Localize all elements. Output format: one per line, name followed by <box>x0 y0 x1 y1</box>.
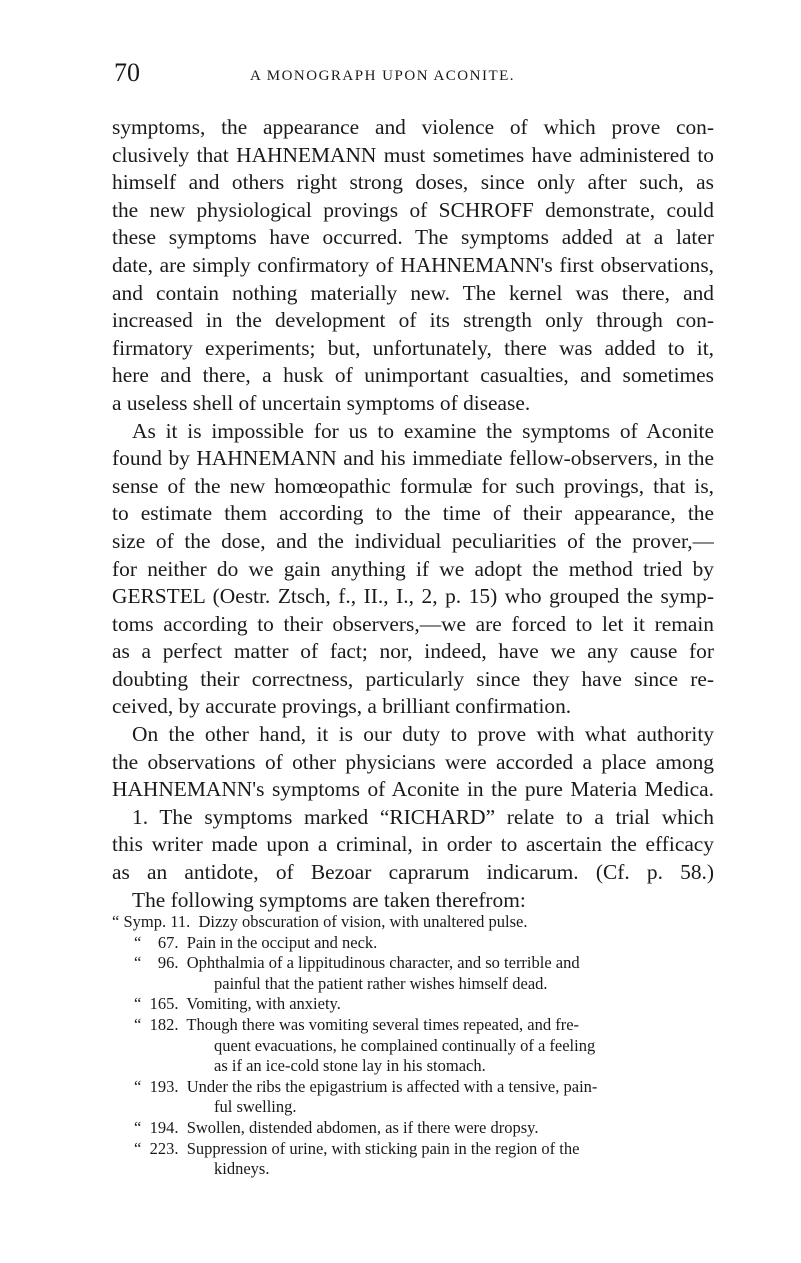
text-line: these symptoms have occurred. The symptoms added at a later <box>112 225 714 250</box>
text-line: as an antidote, of Bezoar caprarum indicarum. (Cf. p. 58.) <box>112 860 714 885</box>
text-line: sense of the new homœopathic formulæ for such provings, that is, <box>112 473 714 498</box>
text-line: this writer made upon a criminal, in order to ascertain the efficacy <box>112 832 714 857</box>
body-text <box>112 114 714 914</box>
text-line: to estimate them according to the time of their appearance, the <box>112 501 714 526</box>
text-line: date, are simply confirmatory of HAHNEMANN's first observations, <box>112 252 714 277</box>
text-line: found by HAHNEMANN and his immediate fellow-observers, in the <box>112 446 714 471</box>
text-line: size of the dose, and the individual peculiarities of the prover,— <box>112 528 714 553</box>
text-line: clusively that HAHNEMANN must sometimes have administered to <box>112 142 714 167</box>
text-line: symptoms, the appearance and violence of which prove con- <box>112 115 714 139</box>
list-item: painful that the patient rather wishes himself dead. <box>214 973 548 993</box>
text-line: for neither do we gain anything if we adopt the method tried by <box>112 556 714 581</box>
text-line: ceived, by accurate provings, a brilliant confirmation. <box>112 694 572 719</box>
text-line: As it is impossible for us to examine the symptoms of Aconite <box>132 418 714 443</box>
list-item: “ 165. Vomiting, with anxiety. <box>134 994 341 1014</box>
text-line: a useless shell of uncertain symptoms of disease. <box>112 390 531 415</box>
text-line: On the other hand, it is our duty to prove with what authority <box>132 722 714 747</box>
page-number: 70 <box>114 58 140 87</box>
text-line: himself and others right strong doses, since only after such, as <box>112 170 714 195</box>
page-header <box>0 58 801 98</box>
text-line: 1. The symptoms marked “RICHARD” relate to a trial which <box>132 804 714 829</box>
text-line: firmatory experiments; but, unfortunately, there was added to it, <box>112 335 714 360</box>
text-line: increased in the development of its strength only through con- <box>112 308 714 333</box>
text-line: and contain nothing materially new. The kernel was there, and <box>112 280 714 305</box>
text-line: toms according to their observers,—we are forced to let it remain <box>112 611 714 636</box>
text-line: the observations of other physicians were accorded a place among <box>112 749 714 774</box>
list-item: “ 96. Ophthalmia of a lippitudinous character, and so terrible and <box>134 953 580 973</box>
list-item: “ 194. Swollen, distended abdomen, as if there were dropsy. <box>134 1117 539 1137</box>
symptom-list <box>112 912 714 1180</box>
list-item: kidneys. <box>214 1159 270 1179</box>
list-item: “ Symp. 11. Dizzy obscuration of vision, with unaltered pulse. <box>112 912 528 931</box>
text-line: here and there, a husk of unimportant casualties, and sometimes <box>112 363 714 388</box>
text-line: as a perfect matter of fact; nor, indeed, have we any cause for <box>112 639 714 664</box>
text-line: HAHNEMANN's symptoms of Aconite in the pure Materia Medica. <box>112 777 714 802</box>
list-item: ful swelling. <box>214 1097 297 1117</box>
text-line: The following symptoms are taken therefrom: <box>132 887 526 912</box>
list-item: as if an ice-cold stone lay in his stomach. <box>214 1056 486 1076</box>
text-line: the new physiological provings of SCHROFF demonstrate, could <box>112 197 714 222</box>
list-item: “ 182. Though there was vomiting several times repeated, and fre- <box>134 1014 580 1034</box>
text-line: GERSTEL (Oestr. Ztsch, f., II., I., 2, p. 15) who grouped the symp- <box>112 584 714 609</box>
text-line: doubting their correctness, particularly since they have since re- <box>112 666 714 691</box>
list-item: “ 67. Pain in the occiput and neck. <box>134 932 378 952</box>
running-head: A MONOGRAPH UPON ACONITE. <box>250 68 516 84</box>
list-item: “ 193. Under the ribs the epigastrium is affected with a tensive, pain- <box>134 1076 598 1096</box>
list-item: quent evacuations, he complained continually of a feeling <box>214 1035 596 1055</box>
list-item: “ 223. Suppression of urine, with sticking pain in the region of the <box>134 1138 580 1158</box>
